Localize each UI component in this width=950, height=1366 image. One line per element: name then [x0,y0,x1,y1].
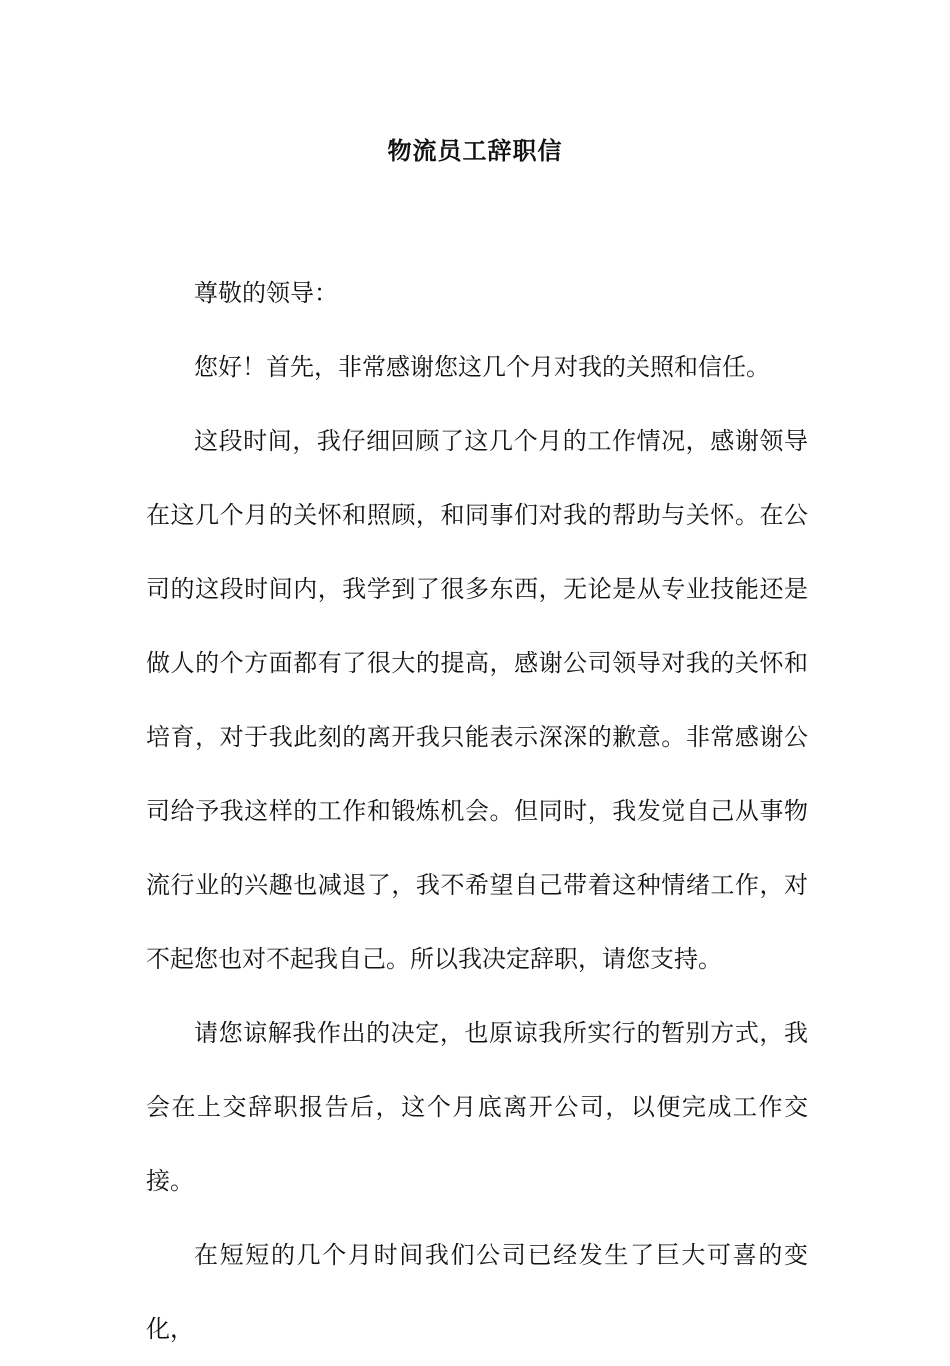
paragraph-reflection: 这段时间，我仔细回顾了这几个月的工作情况，感谢领导在这几个月的关怀和照顾，和同事们对我的帮助与关怀。在公司的这段时间内，我学到了很多东西，无论是从专业技能还是做人的个方面都有了很大的提高，感谢公司领导对我的关怀和培育，对于我此刻的离开我只能表示深深的歉意。非常感谢公司给予我这样的工作和锻炼机会。但同时，我发觉自己从事物流行业的兴趣也减退了，我不希望自己带着这种情绪工作，对不起您也对不起我自己。所以我决定辞职，请您支持。 [146,427,808,973]
paragraph-changes: 在短短的几个月时间我们公司已经发生了巨大可喜的变化， [146,1241,808,1343]
document-title: 物流员工辞职信 [387,136,563,165]
letter-body [146,256,808,1366]
paragraph-departure: 请您谅解我作出的决定，也原谅我所实行的暂别方式，我会在上交辞职报告后，这个月底离开公司，以便完成工作交接。 [146,1019,808,1195]
paragraph-greeting: 您好！首先，非常感谢您这几个月对我的关照和信任。 [194,353,770,381]
salutation: 尊敬的领导： [194,279,338,307]
